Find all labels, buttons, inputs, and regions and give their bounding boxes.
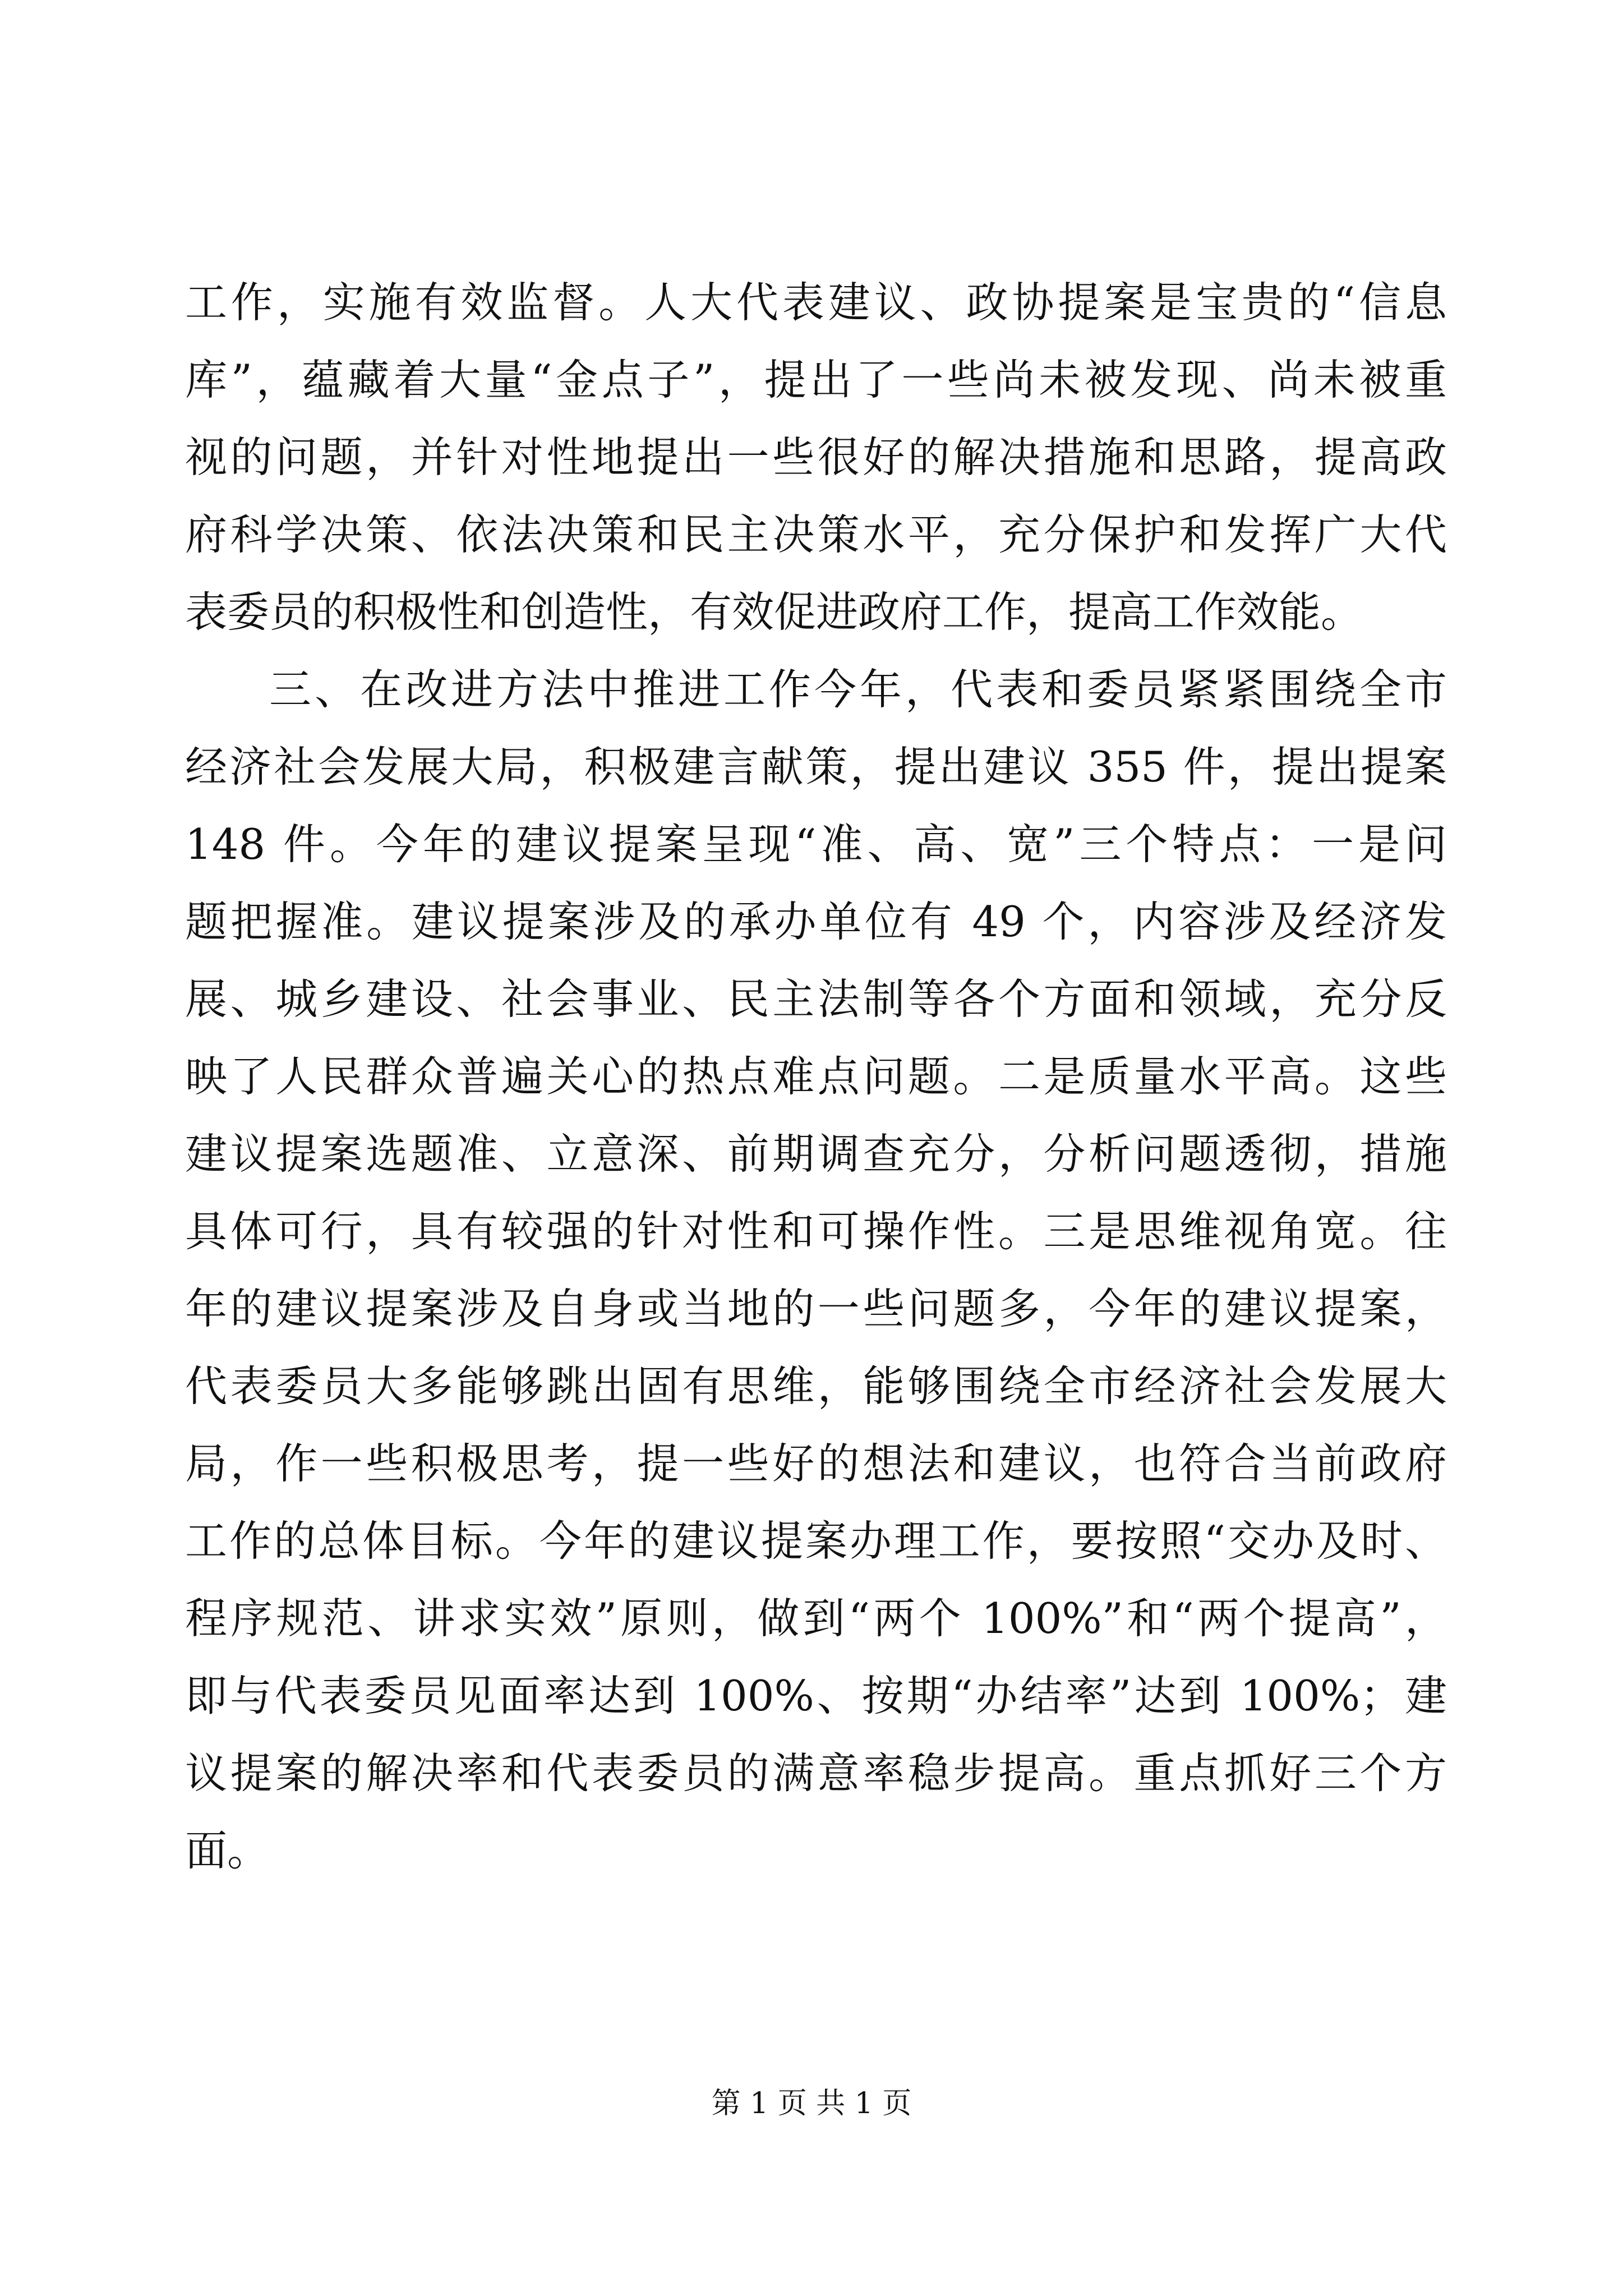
text-line: 即与代表委员见面率达到 100%、按期“办结率”达到 100%；建	[185, 1671, 1447, 1720]
text-line: 府科学决策、依法决策和民主决策水平，充分保护和发挥广大代	[185, 510, 1447, 559]
text-line: 经济社会发展大局，积极建言献策，提出建议 355 件，提出提案	[185, 742, 1447, 792]
text-line: 工作的总体目标。今年的建议提案办理工作，要按照“交办及时、	[185, 1516, 1447, 1566]
text-line: 议提案的解决率和代表委员的满意率稳步提高。重点抓好三个方	[185, 1749, 1447, 1798]
body-text	[185, 264, 1447, 1889]
text-line: 年的建议提案涉及自身或当地的一些问题多，今年的建议提案，	[185, 1284, 1447, 1333]
text-line: 映了人民群众普遍关心的热点难点问题。二是质量水平高。这些	[185, 1052, 1447, 1101]
text-line: 建议提案选题准、立意深、前期调查充分，分析问题透彻，措施	[185, 1129, 1447, 1179]
text-line: 148 件。今年的建议提案呈现“准、高、宽”三个特点：一是问	[185, 820, 1447, 869]
page-number-footer: 第 1 页 共 1 页	[711, 2087, 912, 2120]
text-line: 局，作一些积极思考，提一些好的想法和建议，也符合当前政府	[185, 1439, 1447, 1488]
text-line: 题把握准。建议提案涉及的承办单位有 49 个，内容涉及经济发	[185, 897, 1447, 946]
text-line: 面。	[185, 1826, 270, 1875]
text-line: 展、城乡建设、社会事业、民主法制等各个方面和领域，充分反	[185, 974, 1447, 1024]
text-line: 代表委员大多能够跳出固有思维，能够围绕全市经济社会发展大	[185, 1361, 1447, 1411]
text-line: 视的问题，并针对性地提出一些很好的解决措施和思路，提高政	[185, 432, 1447, 482]
section-heading-line: 三、在改进方法中推进工作今年，代表和委员紧紧围绕全市	[269, 665, 1447, 714]
text-line: 程序规范、讲求实效”原则，做到“两个 100%”和“两个提高”，	[185, 1594, 1447, 1643]
text-line: 库”，蕴藏着大量“金点子”，提出了一些尚未被发现、尚未被重	[185, 355, 1447, 404]
text-line: 工作，实施有效监督。人大代表建议、政协提案是宝贵的“信息	[185, 278, 1447, 327]
text-line: 表委员的积极性和创造性，有效促进政府工作，提高工作效能。	[185, 587, 1363, 637]
text-line: 具体可行，具有较强的针对性和可操作性。三是思维视角宽。往	[185, 1207, 1447, 1256]
